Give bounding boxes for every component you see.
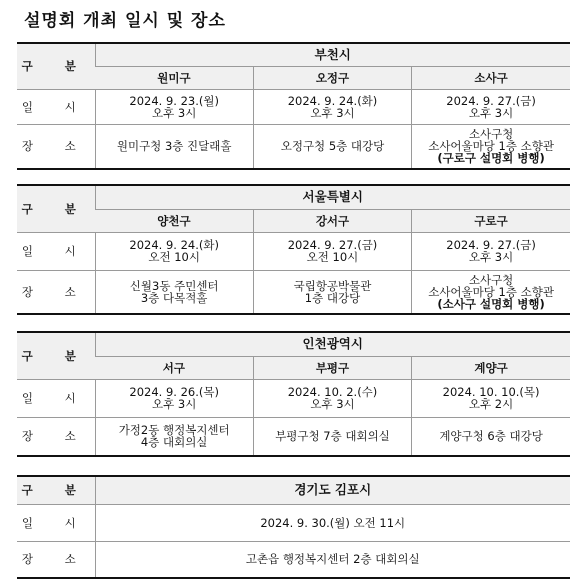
datetime-cell [253, 379, 411, 417]
place-label: 장 소 [17, 541, 95, 578]
district-header: 서구 [95, 356, 253, 379]
district-header: 원미구 [95, 66, 253, 89]
city-header: 서울특별시 [95, 185, 570, 209]
district-header: 계양구 [412, 356, 570, 379]
city-header: 부천시 [95, 43, 570, 66]
schedule-table-bucheon [17, 42, 570, 170]
time-text: 오후 3시 [468, 250, 514, 264]
datetime-label: 일 시 [17, 89, 95, 124]
time-text: 오후 3시 [152, 105, 197, 120]
datetime-cell: 2024. 9. 30.(월) 오전 11시 [95, 504, 570, 541]
datetime-cell [412, 232, 570, 270]
place-cell [95, 270, 253, 314]
schedule-table-seoul [17, 184, 570, 315]
joint-session-note: (구로구 설명회 병행) [437, 151, 545, 166]
place-cell [95, 417, 253, 456]
district-header: 구로구 [412, 209, 570, 232]
date-text: 2024. 10. 10.(목) [442, 385, 540, 399]
datetime-cell [95, 379, 253, 417]
place-text: 가정2동 행정복지센터 [118, 423, 230, 438]
division-label: 구 분 [17, 476, 95, 504]
place-text: 3층 다목적홀 [140, 290, 208, 305]
date-text: 2024. 9. 24.(화) [129, 238, 219, 252]
district-header: 오정구 [253, 66, 411, 89]
place-cell [253, 124, 411, 169]
date-text: 2024. 9. 23.(월) [129, 93, 219, 108]
time-text: 오후 3시 [310, 105, 355, 120]
district-header: 강서구 [253, 209, 411, 232]
datetime-cell [95, 89, 253, 124]
date-text: 2024. 9. 24.(화) [287, 93, 378, 108]
time-text: 오후 3시 [152, 397, 197, 411]
place-text: 4층 대회의실 [140, 435, 208, 450]
datetime-label: 일 시 [17, 504, 95, 541]
date-text: 2024. 9. 27.(금) [446, 93, 536, 108]
date-text: 2024. 9. 26.(목) [129, 385, 219, 399]
time-text: 오전 10시 [148, 250, 200, 264]
schedule-table-gimpo [17, 475, 570, 579]
place-text: 원미구청 3층 진달래홀 [116, 139, 232, 154]
place-cell [412, 124, 570, 169]
joint-session-note: (소사구 설명회 병행) [437, 296, 545, 311]
place-cell [412, 270, 570, 314]
place-text: 신월3동 주민센터 [129, 278, 219, 293]
place-text: 오정구청 5층 대강당 [280, 139, 385, 154]
schedule-table-incheon [17, 331, 570, 457]
place-cell: 고촌읍 행정복지센터 2층 대회의실 [95, 541, 570, 578]
city-header: 경기도 김포시 [95, 476, 570, 504]
place-text: 소사어울마당 1층 소향관 [428, 139, 554, 154]
place-label: 장 소 [17, 124, 95, 169]
datetime-cell [412, 379, 570, 417]
place-text: 소사구청 [468, 272, 514, 287]
place-text: 소사어울마당 1층 소향관 [428, 284, 554, 299]
division-label: 구 분 [17, 43, 95, 89]
place-cell [95, 124, 253, 169]
datetime-cell [253, 89, 411, 124]
place-text: 소사구청 [468, 127, 514, 142]
district-header: 소사구 [412, 66, 570, 89]
place-cell [253, 270, 411, 314]
place-text: 1층 대강당 [304, 290, 361, 305]
date-text: 2024. 9. 27.(금) [287, 238, 378, 252]
time-text: 오후 3시 [310, 397, 355, 411]
datetime-label: 일 시 [17, 379, 95, 417]
date-text: 2024. 10. 2.(수) [287, 385, 378, 399]
datetime-label: 일 시 [17, 232, 95, 270]
page-title: 설명회 개최 일시 및 장소 [24, 11, 226, 31]
datetime-cell [412, 89, 570, 124]
place-cell [412, 417, 570, 456]
date-text: 2024. 9. 27.(금) [446, 238, 536, 252]
district-header: 양천구 [95, 209, 253, 232]
place-text: 부평구청 7층 대회의실 [275, 429, 390, 444]
place-cell [253, 417, 411, 456]
place-label: 장 소 [17, 270, 95, 314]
place-text: 계양구청 6층 대강당 [439, 429, 543, 444]
place-label: 장 소 [17, 417, 95, 456]
place-text: 국립항공박물관 [293, 278, 372, 293]
city-header: 인천광역시 [95, 332, 570, 356]
datetime-cell [95, 232, 253, 270]
time-text: 오전 10시 [306, 250, 359, 264]
time-text: 오후 2시 [468, 397, 514, 411]
time-text: 오후 3시 [468, 105, 514, 120]
division-label: 구 분 [17, 332, 95, 379]
division-label: 구 분 [17, 185, 95, 232]
datetime-cell [253, 232, 411, 270]
district-header: 부평구 [253, 356, 411, 379]
